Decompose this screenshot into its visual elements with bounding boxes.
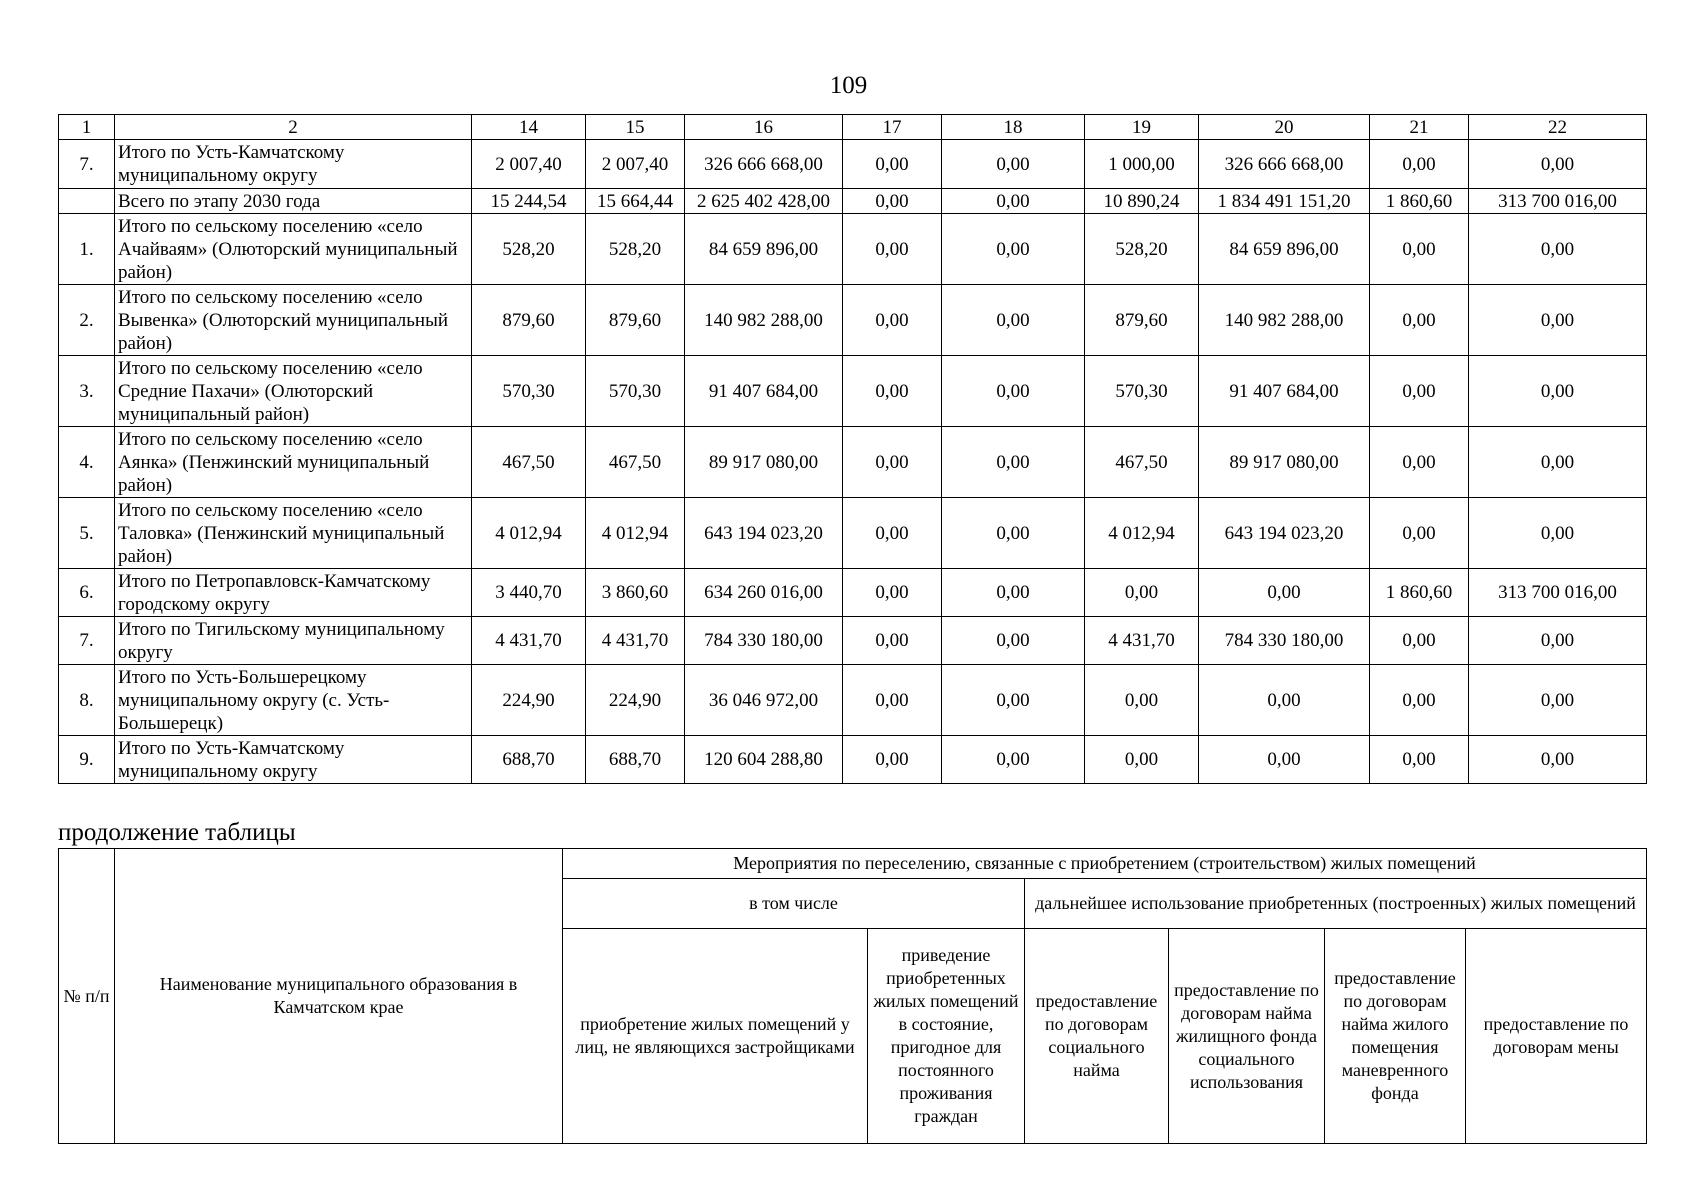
value-cell: 0,00	[942, 356, 1085, 427]
maneuver-fund-header: предоставление по договорам найма жилого помещения маневренного фонда	[1325, 929, 1466, 1144]
value-cell: 1 860,60	[1370, 189, 1469, 214]
column-number: 18	[942, 115, 1085, 140]
municipality-name: Итого по сельскому поселению «село Таловка» (Пенжинский муниципальный район)	[115, 498, 472, 569]
value-cell: 688,70	[472, 736, 586, 784]
value-cell: 467,50	[472, 427, 586, 498]
table-row	[59, 140, 1647, 189]
value-cell: 0,00	[843, 214, 942, 285]
column-number-row	[59, 115, 1647, 140]
value-cell: 634 260 016,00	[685, 569, 843, 617]
column-number: 21	[1370, 115, 1469, 140]
value-cell: 84 659 896,00	[685, 214, 843, 285]
value-cell: 879,60	[1085, 285, 1199, 356]
value-cell: 140 982 288,00	[1199, 285, 1370, 356]
row-number: 7.	[59, 140, 115, 189]
value-cell: 0,00	[1469, 427, 1647, 498]
municipality-name: Всего по этапу 2030 года	[115, 189, 472, 214]
value-cell: 0,00	[843, 427, 942, 498]
value-cell: 0,00	[843, 569, 942, 617]
value-cell: 0,00	[942, 189, 1085, 214]
value-cell: 0,00	[1469, 665, 1647, 736]
column-number: 2	[115, 115, 472, 140]
value-cell: 0,00	[1370, 665, 1469, 736]
including-header: в том числе	[563, 879, 1025, 929]
value-cell: 0,00	[1199, 736, 1370, 784]
column-number: 15	[586, 115, 685, 140]
municipality-name: Итого по сельскому поселению «село Вывенка» (Олюторский муниципальный район)	[115, 285, 472, 356]
value-cell: 0,00	[843, 140, 942, 189]
value-cell: 2 007,40	[586, 140, 685, 189]
value-cell: 0,00	[942, 285, 1085, 356]
value-cell: 0,00	[1370, 140, 1469, 189]
value-cell: 0,00	[843, 665, 942, 736]
value-cell: 84 659 896,00	[1199, 214, 1370, 285]
table-row	[59, 189, 1647, 214]
column-number: 17	[843, 115, 942, 140]
value-cell: 89 917 080,00	[685, 427, 843, 498]
value-cell: 0,00	[1469, 736, 1647, 784]
value-cell: 643 194 023,20	[1199, 498, 1370, 569]
value-cell: 0,00	[942, 569, 1085, 617]
row-number: 6.	[59, 569, 115, 617]
further-use-header: дальнейшее использование приобретенных (построенных) жилых помещений	[1025, 879, 1647, 929]
value-cell: 0,00	[1199, 569, 1370, 617]
table-row	[59, 569, 1647, 617]
exchange-header: предоставление по договорам мены	[1466, 929, 1647, 1144]
column-number: 16	[685, 115, 843, 140]
value-cell: 0,00	[1085, 736, 1199, 784]
table-row	[59, 736, 1647, 784]
municipality-name: Итого по Тигильскому муниципальному округу	[115, 617, 472, 665]
table-row	[59, 665, 1647, 736]
purchase-header: приобретение жилых помещений у лиц, не являющихся застройщиками	[563, 929, 868, 1144]
municipality-name-header: Наименование муниципального образования в Камчатском крае	[115, 849, 563, 1144]
value-cell: 0,00	[1469, 498, 1647, 569]
row-number: 4.	[59, 427, 115, 498]
municipality-name: Итого по сельскому поселению «село Средние Пахачи» (Олюторский муниципальный район)	[115, 356, 472, 427]
value-cell: 643 194 023,20	[685, 498, 843, 569]
value-cell: 36 046 972,00	[685, 665, 843, 736]
municipality-name: Итого по Усть-Камчатскому муниципальному округу	[115, 736, 472, 784]
value-cell: 0,00	[1199, 665, 1370, 736]
value-cell: 528,20	[1085, 214, 1199, 285]
value-cell: 3 440,70	[472, 569, 586, 617]
value-cell: 4 012,94	[472, 498, 586, 569]
continuation-header-table	[58, 848, 1647, 1144]
municipality-name: Итого по Усть-Большерецкому муниципальному округу (с. Усть-Большерецк)	[115, 665, 472, 736]
value-cell: 0,00	[942, 498, 1085, 569]
value-cell: 0,00	[1370, 285, 1469, 356]
value-cell: 0,00	[843, 617, 942, 665]
value-cell: 0,00	[942, 427, 1085, 498]
value-cell: 15 664,44	[586, 189, 685, 214]
main-table	[58, 114, 1647, 784]
value-cell: 3 860,60	[586, 569, 685, 617]
value-cell: 528,20	[472, 214, 586, 285]
value-cell: 224,90	[472, 665, 586, 736]
value-cell: 4 431,70	[472, 617, 586, 665]
value-cell: 879,60	[586, 285, 685, 356]
value-cell: 570,30	[586, 356, 685, 427]
row-number: 9.	[59, 736, 115, 784]
value-cell: 0,00	[1370, 736, 1469, 784]
row-number: 5.	[59, 498, 115, 569]
value-cell: 4 012,94	[1085, 498, 1199, 569]
value-cell: 1 000,00	[1085, 140, 1199, 189]
value-cell: 313 700 016,00	[1469, 569, 1647, 617]
value-cell: 326 666 668,00	[1199, 140, 1370, 189]
value-cell: 0,00	[942, 140, 1085, 189]
value-cell: 1 834 491 151,20	[1199, 189, 1370, 214]
value-cell: 2 625 402 428,00	[685, 189, 843, 214]
value-cell: 0,00	[843, 498, 942, 569]
value-cell: 1 860,60	[1370, 569, 1469, 617]
value-cell: 91 407 684,00	[1199, 356, 1370, 427]
value-cell: 15 244,54	[472, 189, 586, 214]
value-cell: 4 012,94	[586, 498, 685, 569]
value-cell: 224,90	[586, 665, 685, 736]
column-number: 22	[1469, 115, 1647, 140]
value-cell: 89 917 080,00	[1199, 427, 1370, 498]
value-cell: 313 700 016,00	[1469, 189, 1647, 214]
value-cell: 0,00	[942, 736, 1085, 784]
value-cell: 0,00	[942, 617, 1085, 665]
value-cell: 0,00	[1370, 214, 1469, 285]
table-row	[59, 617, 1647, 665]
row-number-header: № п/п	[59, 849, 115, 1144]
row-number	[59, 189, 115, 214]
value-cell: 528,20	[586, 214, 685, 285]
value-cell: 0,00	[1370, 427, 1469, 498]
table-row	[59, 214, 1647, 285]
value-cell: 0,00	[1085, 665, 1199, 736]
municipality-name: Итого по сельскому поселению «село Аянка» (Пенжинский муниципальный район)	[115, 427, 472, 498]
value-cell: 0,00	[1370, 498, 1469, 569]
table-row	[59, 427, 1647, 498]
municipality-name: Итого по Петропавловск-Камчатскому городскому округу	[115, 569, 472, 617]
municipality-name: Итого по сельскому поселению «село Ачайваям» (Олюторский муниципальный район)	[115, 214, 472, 285]
column-number: 20	[1199, 115, 1370, 140]
value-cell: 784 330 180,00	[1199, 617, 1370, 665]
bringing-to-condition-header: приведение приобретенных жилых помещений в состояние, пригодное для постоянного проживания граждан	[868, 929, 1025, 1144]
value-cell: 120 604 288,80	[685, 736, 843, 784]
column-number: 14	[472, 115, 586, 140]
row-number: 7.	[59, 617, 115, 665]
value-cell: 467,50	[1085, 427, 1199, 498]
value-cell: 0,00	[1469, 617, 1647, 665]
value-cell: 91 407 684,00	[685, 356, 843, 427]
column-number: 19	[1085, 115, 1199, 140]
value-cell: 0,00	[1469, 140, 1647, 189]
value-cell: 688,70	[586, 736, 685, 784]
value-cell: 0,00	[1469, 214, 1647, 285]
value-cell: 467,50	[586, 427, 685, 498]
value-cell: 0,00	[1370, 356, 1469, 427]
resettlement-group-header: Мероприятия по переселению, связанные с приобретением (строительством) жилых помещений	[563, 849, 1647, 879]
value-cell: 2 007,40	[472, 140, 586, 189]
value-cell: 4 431,70	[1085, 617, 1199, 665]
value-cell: 570,30	[472, 356, 586, 427]
column-number: 1	[59, 115, 115, 140]
value-cell: 4 431,70	[586, 617, 685, 665]
value-cell: 784 330 180,00	[685, 617, 843, 665]
value-cell: 0,00	[942, 214, 1085, 285]
value-cell: 0,00	[843, 356, 942, 427]
row-number: 1.	[59, 214, 115, 285]
value-cell: 0,00	[1370, 617, 1469, 665]
value-cell: 0,00	[1085, 569, 1199, 617]
value-cell: 10 890,24	[1085, 189, 1199, 214]
value-cell: 0,00	[843, 736, 942, 784]
value-cell: 140 982 288,00	[685, 285, 843, 356]
value-cell: 326 666 668,00	[685, 140, 843, 189]
row-number: 3.	[59, 356, 115, 427]
row-number: 8.	[59, 665, 115, 736]
value-cell: 879,60	[472, 285, 586, 356]
continuation-label: продолжение таблицы	[58, 819, 296, 846]
main-table-body	[59, 115, 1647, 784]
table-row	[59, 285, 1647, 356]
social-use-fund-header: предоставление по договорам найма жилищного фонда социального использования	[1169, 929, 1325, 1144]
municipality-name: Итого по Усть-Камчатскому муниципальному округу	[115, 140, 472, 189]
value-cell: 0,00	[942, 665, 1085, 736]
table-row	[59, 356, 1647, 427]
value-cell: 0,00	[1469, 285, 1647, 356]
value-cell: 0,00	[843, 285, 942, 356]
page-number: 109	[829, 72, 868, 99]
value-cell: 570,30	[1085, 356, 1199, 427]
value-cell: 0,00	[843, 189, 942, 214]
row-number: 2.	[59, 285, 115, 356]
table-row	[59, 498, 1647, 569]
value-cell: 0,00	[1469, 356, 1647, 427]
social-rent-header: предоставление по договорам социального найма	[1025, 929, 1169, 1144]
